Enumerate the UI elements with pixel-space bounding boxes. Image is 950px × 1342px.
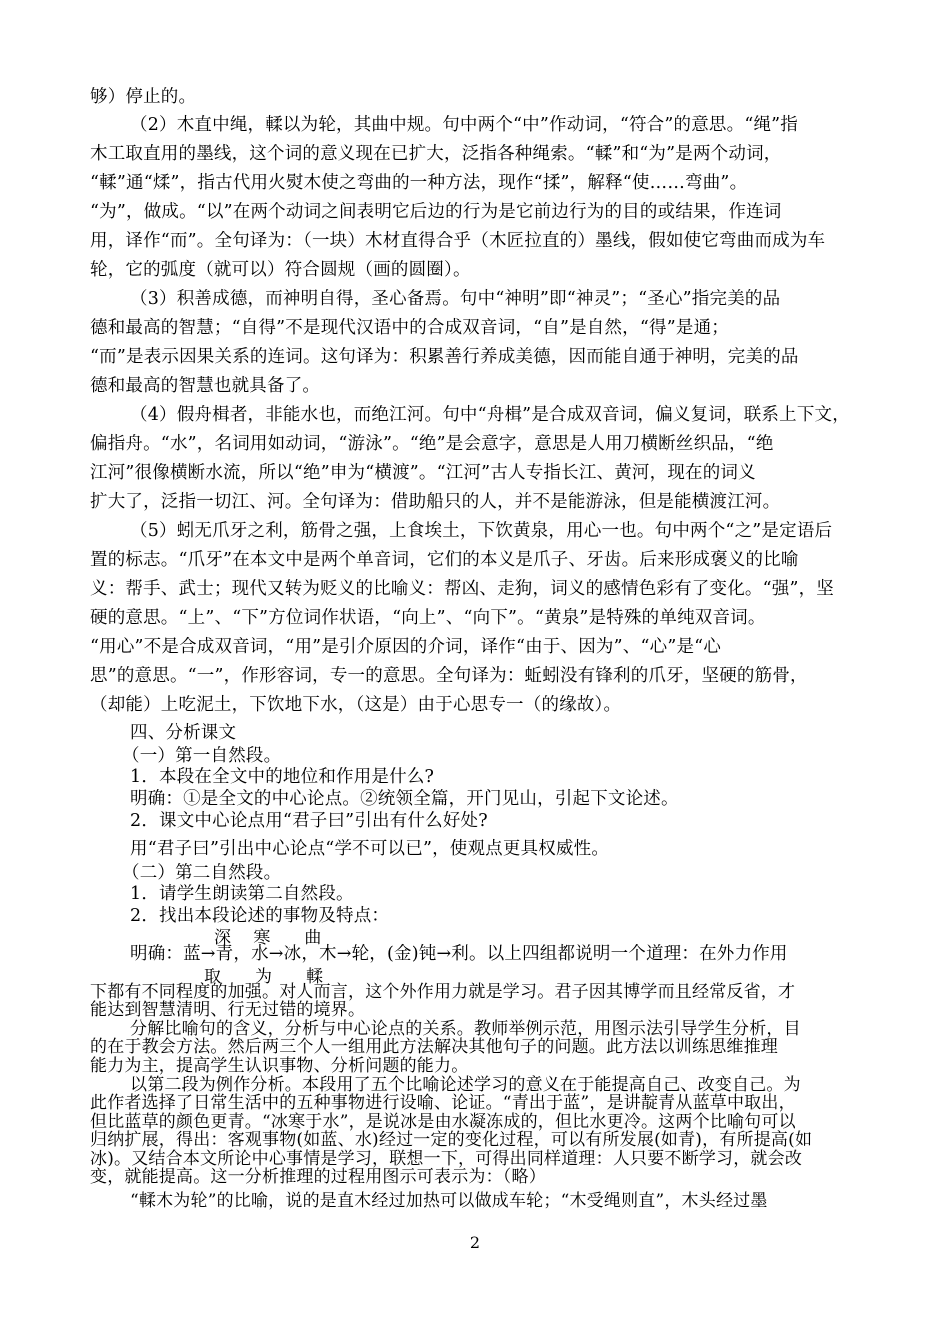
text-line: 思”的意思。“一”，作形容词，专一的意思。全句译为：蚯蚓没有锋利的爪牙，坚硬的筋骨，: [90, 666, 808, 686]
text-line: （2）木直中绳，輮以为轮，其曲中规。句中两个“中”作动词，“符合”的意思。“绳”指: [130, 115, 799, 135]
text-line: “輮”通“煣”，指古代用火熨木使之弯曲的一种方法，现作“揉”，解释“使……弯曲”。: [90, 173, 748, 193]
question-line: 1．本段在全文中的地位和作用是什么?: [130, 767, 435, 787]
text-line: 够）停止的。: [90, 87, 197, 107]
text-line: 偏指舟。“水”，名词用如动词，“游泳”。“绝”是会意字，意思是人用刀横断丝织品，“绝: [90, 434, 774, 454]
text-line: 变，就能提高。这一分析推理的过程用图示可表示为：（略）: [90, 1167, 546, 1187]
text-line: 的在于教会方法。然后两三个人一组用此方法解决其他句子的问题。此方法以训练思维推理: [90, 1037, 778, 1057]
text-line: 此作者选择了日常生活中的五种事物进行设喻、论证。“青出于蓝”，是讲靛青从蓝草中取出，: [90, 1093, 796, 1113]
text-line: “輮木为轮”的比喻，说的是直木经过加热可以做成车轮；“木受绳则直”，木头经过墨: [130, 1191, 768, 1211]
text-line: 能力为主，提高学生认识事物、分析问题的能力。: [90, 1056, 469, 1076]
text-line: 下都有不同程度的加强。对人而言，这个外作用力就是学习。君子因其博学而且经常反省，才: [90, 982, 796, 1002]
text-line: （5）蚓无爪牙之利，筋骨之强，上食埃土，下饮黄泉，用心一也。句中两个“之”是定语后: [130, 521, 833, 541]
text-line: 冰)。又结合本文所论中心事情是学习，联想一下，可得出同样道理：人只要不断学习，就会改: [90, 1149, 803, 1169]
text-line: 分解比喻句的含义，分析与中心论点的关系。教师举例示范，用图示法引导学生分析，目: [130, 1019, 801, 1039]
text-line: 德和最高的智慧也就具备了。: [90, 376, 321, 396]
text-line: 江河”很像横断水流，所以“绝”申为“横渡”。“江河”古人专指长江、黄河，现在的词义: [90, 463, 756, 483]
text-line: 木工取直用的墨线，这个词的意义现在已扩大，泛指各种绳索。“輮”和“为”是两个动词，: [90, 144, 782, 164]
section-heading: 四、分析课文: [130, 723, 237, 743]
question-line: 2．课文中心论点用“君子曰”引出有什么好处?: [130, 811, 488, 831]
text-line: 轮，它的弧度（就可以）符合圆规（画的圆圈）。: [90, 260, 471, 280]
annotation-below: 取 为 輮: [204, 967, 323, 987]
page-number: 2: [469, 1233, 481, 1252]
annotation-above: 深 寒 曲: [214, 928, 322, 948]
text-line: “用心”不是合成双音词，“用”是引介原因的介词，译作“由于、因为”、“心”是“心: [90, 637, 722, 657]
answer-line: 用“君子曰”引出中心论点“学不可以已”，使观点更具权威性。: [130, 839, 610, 859]
answer-line: 明确：①是全文的中心论点。②统领全篇，开门见山，引起下文论述。: [130, 789, 679, 809]
text-line: 用，译作“而”。全句译为：（一块）木材直得合乎（木匠拉直的）墨线，假如使它弯曲而成为车: [90, 231, 826, 251]
text-line: 但比蓝草的颜色更青。“冰寒于水”，是说冰是由水凝冻成的，但比水更冷。这两个比喻句可以: [90, 1112, 796, 1132]
text-line: 归纳扩展，得出：客观事物(如蓝、水)经过一定的变化过程，可以有所发展(如青)，有所提高(如: [90, 1130, 813, 1150]
text-line: 置的标志。“爪牙”在本文中是两个单音词，它们的本义是爪子、牙齿。后来形成褒义的比喻: [90, 550, 799, 570]
subsection-heading: （二）第二自然段。: [122, 863, 282, 883]
text-line: （却能）上吃泥土，下饮地下水，（这是）由于心思专一（的缘故）。: [90, 695, 622, 715]
text-line: 德和最高的智慧；“自得”不是现代汉语中的合成双音词，“自”是自然，“得”是通；: [90, 318, 729, 338]
text-line: “为”，做成。“以”在两个动词之间表明它后边的行为是它前边行为的目的或结果，作连词: [90, 202, 782, 222]
text-line: 硬的意思。“上”、“下”方位词作状语，“向上”、“向下”。“黄泉”是特殊的单纯双音词。: [90, 608, 766, 628]
text-line: （4）假舟楫者，非能水也，而绝江河。句中“舟楫”是合成双音词，偏义复词，联系上下文，: [130, 405, 850, 425]
text-line: 以第二段为例作分析。本段用了五个比喻论述学习的意义在于能提高自己、改变自己。为: [130, 1075, 801, 1095]
text-line: 1．请学生朗读第二自然段。: [130, 884, 354, 904]
text-line: “而”是表示因果关系的连词。这句译为：积累善行养成美德，因而能自通于神明，完美的品: [90, 347, 799, 367]
text-line: 扩大了，泛指一切江、河。全句译为：借助船只的人，并不是能游泳，但是能横渡江河。: [90, 492, 781, 512]
text-line: （3）积善成德，而神明自得，圣心备焉。句中“神明”即“神灵”；“圣心”指完美的品: [130, 289, 781, 309]
text-line: 义：帮手、武士；现代又转为贬义的比喻义：帮凶、走狗，词义的感情色彩有了变化。“强”，坚: [90, 579, 834, 599]
text-line: 能达到智慧清明、行无过错的境界。: [90, 1000, 366, 1020]
subsection-heading: （一）第一自然段。: [122, 746, 282, 766]
text-line: 2．找出本段论述的事物及特点：: [130, 906, 390, 926]
text-line: 明确：蓝→青，水→冰，木→轮，(金)钝→利。以上四组都说明一个道理：在外力作用: [130, 944, 788, 964]
